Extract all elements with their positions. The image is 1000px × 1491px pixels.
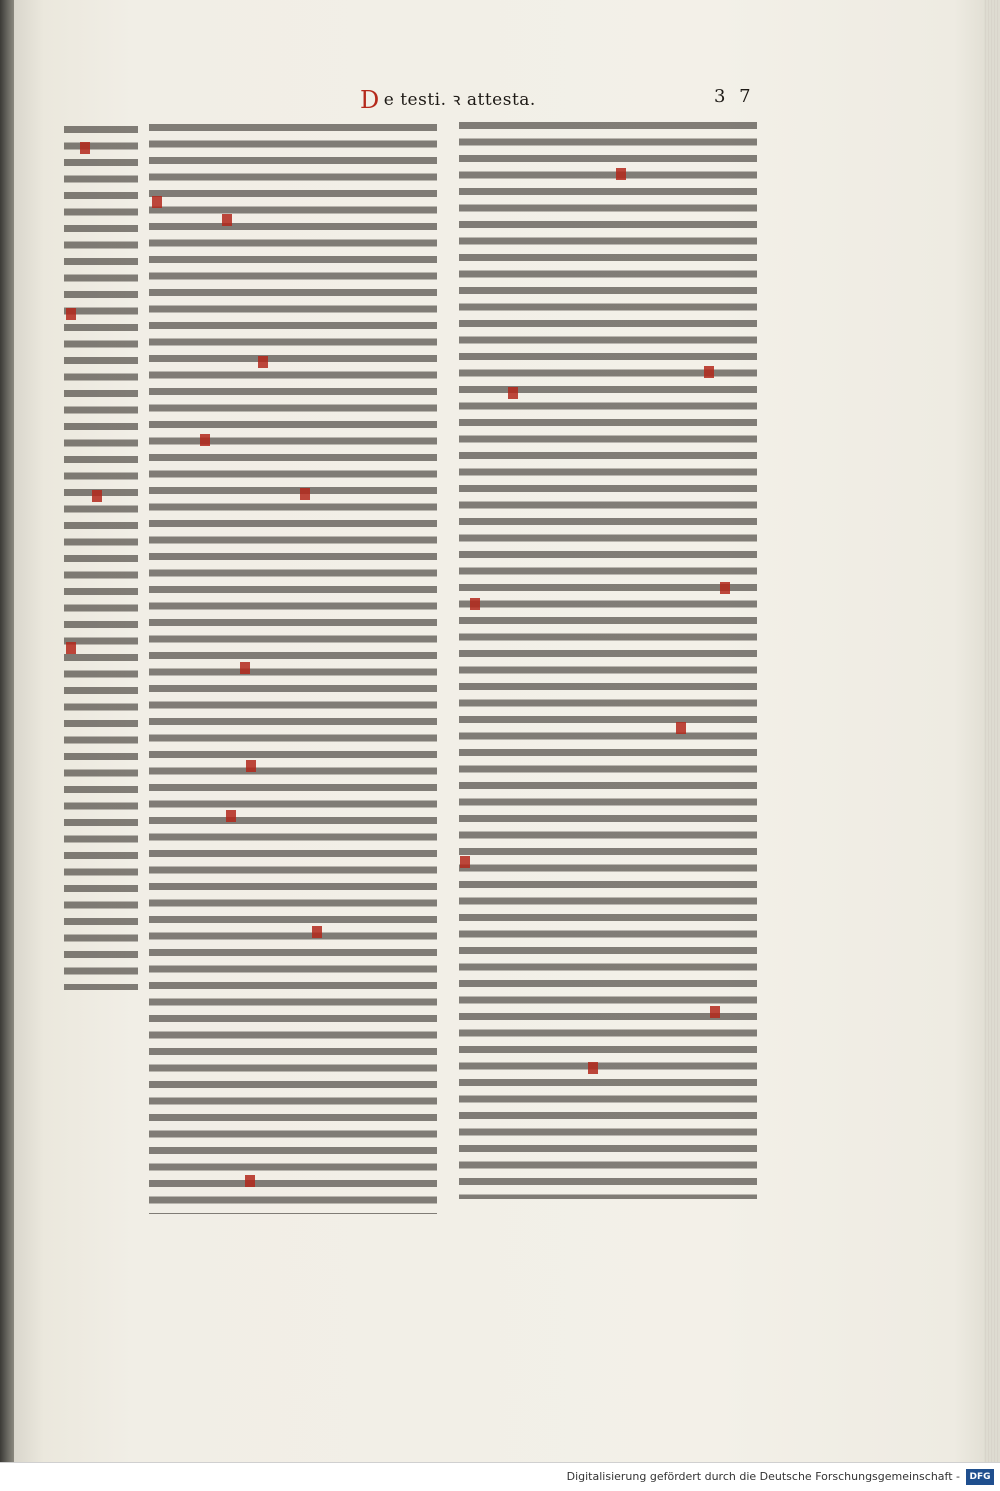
running-head-text: e testi. ꝛ attesta. — [383, 90, 536, 110]
rubricated-initial: D — [360, 86, 380, 114]
page-edge-stack — [984, 0, 1000, 1462]
rubric-mark — [200, 434, 210, 446]
rubric-mark — [66, 308, 76, 320]
rubric-mark — [258, 356, 268, 368]
rubric-mark — [588, 1062, 598, 1074]
rubric-mark — [312, 926, 322, 938]
text-column-right — [459, 116, 757, 1199]
rubric-mark — [470, 598, 480, 610]
rubric-mark — [508, 387, 518, 399]
marginal-gloss-column — [64, 120, 138, 990]
running-head — [360, 86, 536, 114]
rubric-mark — [460, 856, 470, 868]
rubric-mark — [616, 168, 626, 180]
rubric-mark — [92, 490, 102, 502]
rubric-mark — [246, 760, 256, 772]
rubric-mark — [710, 1006, 720, 1018]
rubric-mark — [676, 722, 686, 734]
rubric-mark — [300, 488, 310, 500]
rubric-mark — [240, 662, 250, 674]
dfg-logo: DFG — [966, 1469, 994, 1485]
text-column-left — [149, 118, 437, 1214]
funding-credit: Digitalisierung gefördert durch die Deutsche Forschungsgemeinschaft - — [566, 1470, 960, 1483]
rubric-mark — [704, 366, 714, 378]
rubric-mark — [226, 810, 236, 822]
rubric-mark — [152, 196, 162, 208]
rubric-mark — [80, 142, 90, 154]
page-number: 3 7 — [714, 86, 755, 107]
footer-bar — [0, 1462, 1000, 1491]
rubric-mark — [720, 582, 730, 594]
rubric-mark — [222, 214, 232, 226]
rubric-mark — [66, 642, 76, 654]
rubric-mark — [245, 1175, 255, 1187]
